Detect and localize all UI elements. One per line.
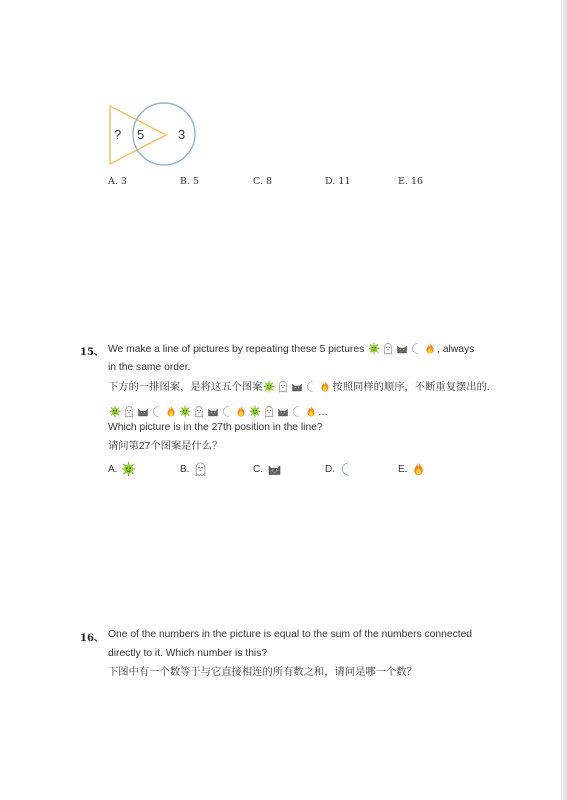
moon-icon: [339, 461, 354, 477]
choice-b[interactable]: B. 5: [180, 176, 200, 187]
moon-icon: [221, 405, 233, 418]
cat-icon: [267, 461, 282, 477]
moon-icon: [410, 342, 422, 355]
virus-icon: [179, 405, 191, 418]
flame-icon: [165, 405, 177, 418]
triangle-circle-figure: [108, 98, 203, 170]
triangle-label: ?: [114, 127, 122, 142]
virus-icon: [368, 342, 380, 355]
q15-line3-tail: 按照同样的顺序，不断重复摆出的.: [332, 382, 490, 393]
flame-icon: [424, 342, 436, 355]
flame-icon: [319, 380, 331, 393]
circle-label: 3: [178, 127, 186, 142]
moon-icon: [291, 405, 303, 418]
choice-e[interactable]: E. 16: [398, 176, 424, 187]
choice-d[interactable]: D. 11: [325, 176, 351, 187]
overlap-label: 5: [137, 127, 145, 142]
flame-icon: [235, 405, 247, 418]
sequence-ellipsis: …: [318, 407, 328, 418]
q15-option-b[interactable]: [180, 461, 209, 477]
cat-icon: [207, 405, 219, 418]
q15-line3: [108, 380, 490, 395]
q15-option-d[interactable]: [325, 461, 355, 477]
ghost-icon: [193, 405, 205, 418]
ghost-icon: [193, 461, 208, 477]
q15-option-e[interactable]: [398, 461, 427, 477]
moon-icon: [151, 405, 163, 418]
q16-line3: 下图中有一个数等于与它直接相连的所有数之和，请问是哪一个数？: [108, 667, 417, 678]
figure-drawing: [108, 98, 203, 170]
choice-c[interactable]: C. 8: [253, 176, 273, 187]
q16-number: 16、: [80, 633, 104, 644]
q14-choices: [0, 176, 567, 190]
q15-line1: [108, 342, 474, 357]
virus-icon: [109, 405, 121, 418]
q15-number: 15、: [80, 347, 104, 358]
ghost-icon: [263, 405, 275, 418]
ghost-icon: [123, 405, 135, 418]
flame-icon: [411, 461, 426, 477]
option-c-letter: C.: [253, 464, 263, 475]
cat-icon: [277, 405, 289, 418]
q15-line2: in the same order.: [108, 362, 191, 373]
q16-line2: directly to it. Which number is this?: [108, 648, 268, 659]
q15-question-zh: 请问第27个图案是什么？: [108, 441, 223, 452]
option-a-letter: A.: [108, 464, 118, 475]
sequence-icons: [108, 402, 318, 419]
q15-question-en: Which picture is in the 27th position in the line?: [108, 422, 323, 433]
cat-icon: [396, 342, 408, 355]
q15-pattern-icons-zh: [262, 382, 332, 393]
ghost-icon: [277, 380, 289, 393]
page-edge: [561, 0, 567, 800]
option-b-letter: B.: [180, 464, 190, 475]
q15-option-c[interactable]: [253, 461, 283, 477]
q15-sequence: [108, 402, 328, 416]
option-e-letter: E.: [398, 464, 408, 475]
q15-pattern-icons: [367, 344, 437, 355]
q15-line3-text: 下方的一排图案，是将这五个图案: [108, 382, 263, 393]
virus-icon: [263, 380, 275, 393]
q15-line1-text: We make a line of pictures by repeating these 5 pictures: [108, 344, 365, 355]
option-d-letter: D.: [325, 464, 335, 475]
flame-icon: [305, 405, 317, 418]
q16-line1: One of the numbers in the picture is equal to the sum of the numbers connected: [108, 629, 473, 640]
moon-icon: [305, 380, 317, 393]
cat-icon: [291, 380, 303, 393]
choice-a[interactable]: A. 3: [108, 176, 127, 187]
q15-line1-tail: , always: [437, 344, 475, 355]
virus-icon: [121, 461, 136, 477]
cat-icon: [137, 405, 149, 418]
ghost-icon: [382, 342, 394, 355]
virus-icon: [249, 405, 261, 418]
q15-option-a[interactable]: [108, 461, 137, 477]
